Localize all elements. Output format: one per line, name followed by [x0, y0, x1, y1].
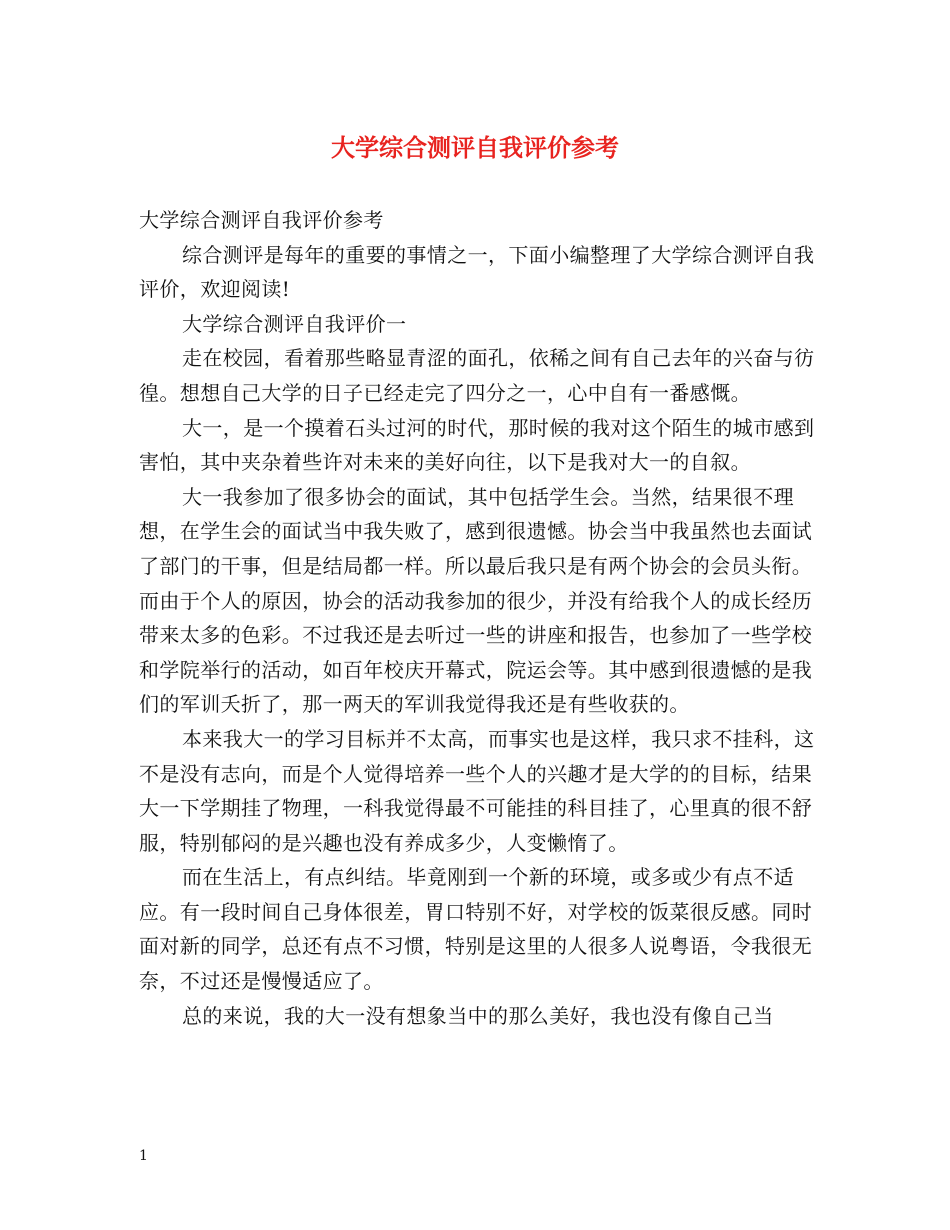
- document-body: [139, 203, 829, 1033]
- paragraph: 走在校园，看着那些略显青涩的面孔，依稀之间有自己去年的兴奋与彷徨。想想自己大学的日子已经走完了四分之一，心中自有一番感慨。: [139, 346, 815, 405]
- paragraph: 而在生活上，有点纠结。毕竟刚到一个新的环境，或多或少有点不适应。有一段时间自己身体很差，胃口特别不好，对学校的饭菜很反感。同时面对新的同学，总还有点不习惯，特别是这里的人很多人说粤语，令我很无奈，不过还是慢慢适应了。: [139, 865, 813, 994]
- page-number: 1: [139, 1148, 148, 1164]
- paragraph-heading: 大学综合测评自我评价参考: [139, 208, 384, 232]
- paragraph: 大一，是一个摸着石头过河的时代，那时候的我对这个陌生的城市感到害怕，其中夹杂着些许对未来的美好向往，以下是我对大一的自叙。: [139, 415, 815, 475]
- paragraph: 本来我大一的学习目标并不太高，而事实也是这样，我只求不挂科，这不是没有志向，而是个人觉得培养一些个人的兴趣才是大学的的目标，结果大一下学期挂了物理，一科我觉得最不可能挂的科目挂了，心里真的很不舒服，特别郁闷的是兴趣也没有养成多少，人变懒惰了。: [139, 726, 815, 855]
- document-title: 大学综合测评自我评价参考: [331, 133, 619, 162]
- paragraph-subheading: 大学综合测评自我评价一: [182, 311, 407, 336]
- paragraph: 大一我参加了很多协会的面试，其中包括学生会。当然，结果很不理想，在学生会的面试当中我失败了，感到很遗憾。协会当中我虽然也去面试了部门的干事，但是结局都一样。所以最后我只是有两个协会的会员头衔。而由于个人的原因，协会的活动我参加的很少，并没有给我个人的成长经历带来太多的色彩。不过我还是去听过一些的讲座和报告，也参加了一些学校和学院举行的活动，如百年校庆开幕式，院运会等。其中感到很遗憾的是我们的军训夭折了，那一两天的军训我觉得我还是有些收获的。: [139, 484, 813, 717]
- paragraph: 总的来说，我的大一没有想象当中的那么美好，我也没有像自己当: [182, 1003, 774, 1028]
- paragraph: 综合测评是每年的重要的事情之一，下面小编整理了大学综合测评自我评价，欢迎阅读!: [139, 242, 815, 302]
